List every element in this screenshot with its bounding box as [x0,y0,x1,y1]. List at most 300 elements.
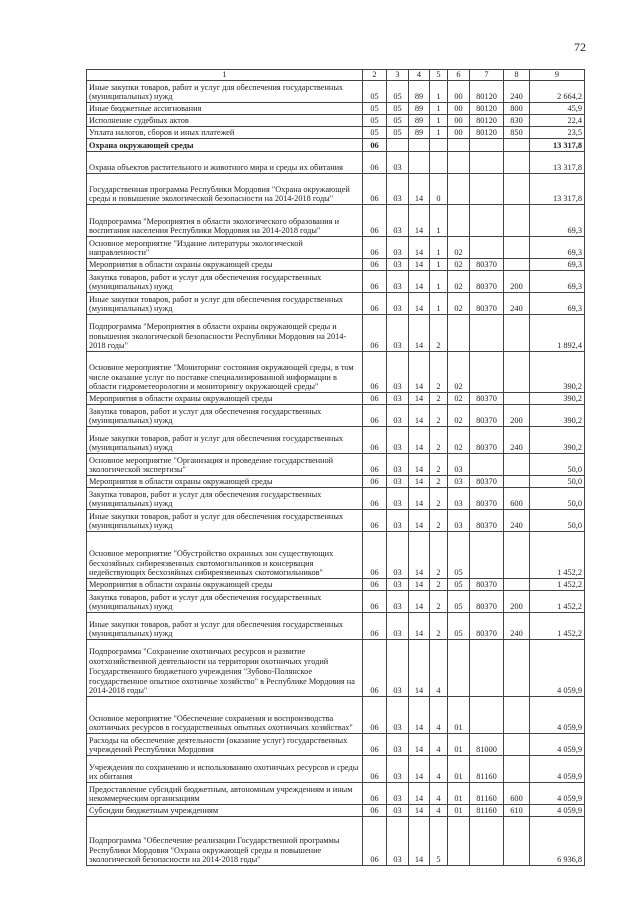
code-cell: 80370 [470,271,504,293]
code-cell [504,756,530,783]
row-name: Субсидии бюджетным учреждениям [87,805,363,817]
row-name: Закупка товаров, работ и услуг для обеспечения государственных (муниципальных) нужд [87,405,363,427]
row-amount: 2 664,2 [530,81,585,103]
row-name: Основное мероприятие "Обустройство охранных зон существующих бесхозяйных сибиреязвенных скотомогильников и консервация недействующих бесхозяйных сибиреязвенных скотомогильников" [87,532,363,579]
code-cell: 89 [409,103,430,115]
code-cell: 4 [430,805,448,817]
code-cell: 05 [387,81,409,103]
table-row [87,103,585,115]
code-cell: 06 [363,734,387,756]
code-cell: 850 [504,127,530,139]
table-row [87,259,585,271]
code-cell: 14 [409,393,430,405]
row-amount: 13 317,8 [530,174,585,205]
code-cell: 03 [387,405,409,427]
code-cell: 03 [387,488,409,510]
code-cell: 06 [363,454,387,476]
table-row [87,174,585,205]
code-cell [504,640,530,697]
code-cell: 240 [504,293,530,315]
code-cell: 1 [430,103,448,115]
row-amount: 69,3 [530,237,585,259]
row-amount: 4 059,9 [530,734,585,756]
code-cell: 14 [409,591,430,613]
code-cell: 02 [448,405,470,427]
code-cell: 02 [448,237,470,259]
code-cell: 02 [448,259,470,271]
row-amount: 22,4 [530,115,585,127]
row-name: Иные закупки товаров, работ и услуг для обеспечения государственных (муниципальных) нужд [87,427,363,454]
code-cell: 06 [363,393,387,405]
code-cell [470,454,504,476]
code-cell: 03 [448,476,470,488]
code-cell: 01 [448,697,470,734]
code-cell: 03 [387,591,409,613]
code-cell: 240 [504,427,530,454]
code-cell [504,352,530,393]
code-cell [470,315,504,352]
row-name: Закупка товаров, работ и услуг для обеспечения государственных (муниципальных) нужд [87,488,363,510]
row-name: Иные закупки товаров, работ и услуг для обеспечения государственных (муниципальных) нужд [87,613,363,640]
table-row [87,591,585,613]
code-cell: 200 [504,405,530,427]
table-row [87,613,585,640]
table-row [87,734,585,756]
code-cell: 4 [430,783,448,805]
code-cell: 0 [430,174,448,205]
code-cell: 05 [448,579,470,591]
table-row [87,640,585,697]
code-cell: 80370 [470,488,504,510]
code-cell: 14 [409,532,430,579]
row-amount: 1 892,4 [530,315,585,352]
code-cell: 1 [430,205,448,237]
row-amount: 1 452,2 [530,613,585,640]
row-name: Подпрограмма "Сохранение охотничьих ресурсов и развитие охотхозяйственной деятельности на территории охотничьих угодий Государственного бюджетного учреждения "Зубово-Полянское государственное опытное охотничье хозяйство" в Республике Мордовия на 2014-2018 годы" [87,640,363,697]
code-cell: 06 [363,532,387,579]
code-cell: 03 [448,454,470,476]
code-cell [504,817,530,866]
code-cell: 4 [430,697,448,734]
code-cell: 14 [409,476,430,488]
row-amount: 4 059,9 [530,805,585,817]
row-name: Охрана объектов растительного и животного мира и среды их обитания [87,152,363,174]
row-amount: 1 452,2 [530,532,585,579]
code-cell: 80370 [470,293,504,315]
code-cell: 200 [504,591,530,613]
code-cell: 2 [430,476,448,488]
table-row [87,756,585,783]
table-header-row [87,70,585,81]
table-row [87,81,585,103]
code-cell: 06 [363,405,387,427]
col-header: 3 [387,70,409,81]
code-cell: 600 [504,488,530,510]
code-cell: 06 [363,237,387,259]
code-cell: 06 [363,174,387,205]
row-amount: 1 452,2 [530,579,585,591]
code-cell: 14 [409,697,430,734]
code-cell: 80370 [470,427,504,454]
code-cell: 00 [448,103,470,115]
code-cell [470,352,504,393]
code-cell [504,139,530,152]
table-row [87,697,585,734]
table-row [87,115,585,127]
code-cell: 200 [504,271,530,293]
code-cell [470,532,504,579]
code-cell: 2 [430,315,448,352]
code-cell [470,640,504,697]
code-cell: 06 [363,271,387,293]
code-cell [504,697,530,734]
code-cell: 240 [504,510,530,532]
code-cell: 240 [504,81,530,103]
row-amount: 69,3 [530,205,585,237]
row-amount: 69,3 [530,271,585,293]
code-cell: 05 [363,103,387,115]
code-cell: 03 [387,476,409,488]
row-name: Подпрограмма "Мероприятия в области экологического образования и воспитания населения Республики Мордовия на 2014-2018 годы" [87,205,363,237]
code-cell: 03 [387,805,409,817]
code-cell [470,237,504,259]
code-cell [504,476,530,488]
table-row [87,293,585,315]
row-name: Предоставление субсидий бюджетным, автономным учреждениям и иным некоммерческим организациям [87,783,363,805]
row-name: Иные закупки товаров, работ и услуг для обеспечения государственных (муниципальных) нужд [87,81,363,103]
code-cell [387,139,409,152]
row-amount: 390,2 [530,352,585,393]
code-cell: 03 [387,532,409,579]
code-cell [470,139,504,152]
table-row [87,476,585,488]
code-cell: 1 [430,237,448,259]
row-name: Уплата налогов, сборов и иных платежей [87,127,363,139]
code-cell: 06 [363,697,387,734]
code-cell: 05 [363,81,387,103]
code-cell: 14 [409,734,430,756]
row-amount: 13 317,8 [530,152,585,174]
table-row [87,532,585,579]
code-cell: 03 [387,393,409,405]
code-cell: 06 [363,805,387,817]
code-cell: 80370 [470,510,504,532]
col-header: 7 [470,70,504,81]
code-cell: 2 [430,613,448,640]
code-cell [504,174,530,205]
row-amount: 6 936,8 [530,817,585,866]
code-cell: 02 [448,271,470,293]
code-cell: 14 [409,488,430,510]
code-cell: 06 [363,205,387,237]
code-cell: 1 [430,259,448,271]
code-cell: 00 [448,81,470,103]
code-cell: 1 [430,127,448,139]
row-name: Основное мероприятие "Организация и проведение государственной экологической экспертизы" [87,454,363,476]
code-cell: 00 [448,127,470,139]
code-cell: 81160 [470,756,504,783]
code-cell: 14 [409,405,430,427]
code-cell [430,152,448,174]
row-name: Мероприятия в области охраны окружающей среды [87,393,363,405]
table-row [87,805,585,817]
code-cell: 2 [430,591,448,613]
row-name: Основное мероприятие "Мониторинг состояния окружающей среды, в том числе оказание услуг по поставке специализированной информации в области гидрометеорологии и мониторингу окружающей среды" [87,352,363,393]
code-cell: 03 [387,640,409,697]
table-row [87,352,585,393]
code-cell [504,734,530,756]
table-row [87,783,585,805]
code-cell: 89 [409,81,430,103]
row-amount: 390,2 [530,405,585,427]
budget-table [86,69,585,866]
table-row [87,152,585,174]
code-cell: 06 [363,640,387,697]
code-cell: 06 [363,427,387,454]
code-cell: 2 [430,393,448,405]
code-cell [448,139,470,152]
code-cell: 14 [409,352,430,393]
code-cell: 03 [387,427,409,454]
code-cell: 80370 [470,613,504,640]
row-amount: 50,0 [530,510,585,532]
row-amount: 69,3 [530,259,585,271]
code-cell: 05 [363,115,387,127]
code-cell: 05 [448,532,470,579]
row-name: Государственная программа Республики Мордовия "Охрана окружающей среды и повышение экологической безопасности на 2014-2018 годы" [87,174,363,205]
code-cell [504,259,530,271]
code-cell [504,315,530,352]
code-cell: 03 [387,454,409,476]
code-cell: 06 [363,488,387,510]
row-name: Основное мероприятие "Обеспечение сохранения и воспроизводства охотничьих ресурсов в государственных опытных охотничьих хозяйствах" [87,697,363,734]
code-cell: 03 [387,271,409,293]
code-cell: 830 [504,115,530,127]
code-cell: 06 [363,476,387,488]
code-cell: 06 [363,510,387,532]
code-cell: 03 [387,697,409,734]
code-cell: 03 [387,237,409,259]
code-cell: 03 [448,488,470,510]
code-cell: 06 [363,315,387,352]
row-amount: 390,2 [530,393,585,405]
code-cell: 05 [448,591,470,613]
code-cell: 03 [387,783,409,805]
code-cell: 2 [430,352,448,393]
code-cell: 05 [363,127,387,139]
row-name: Иные бюджетные ассигнования [87,103,363,115]
code-cell [504,237,530,259]
row-amount: 13 317,8 [530,139,585,152]
code-cell: 03 [387,205,409,237]
row-amount: 23,5 [530,127,585,139]
code-cell [448,315,470,352]
code-cell: 06 [363,817,387,866]
code-cell: 03 [387,579,409,591]
code-cell: 2 [430,454,448,476]
code-cell: 14 [409,271,430,293]
code-cell: 03 [387,152,409,174]
table-row [87,271,585,293]
code-cell: 14 [409,510,430,532]
code-cell: 1 [430,293,448,315]
code-cell: 06 [363,259,387,271]
code-cell: 5 [430,817,448,866]
code-cell: 06 [363,152,387,174]
code-cell: 80120 [470,103,504,115]
code-cell: 81160 [470,783,504,805]
code-cell [448,640,470,697]
code-cell: 14 [409,613,430,640]
row-amount: 50,0 [530,488,585,510]
row-name: Охрана окружающей среды [87,139,363,152]
code-cell: 80370 [470,393,504,405]
code-cell: 03 [387,259,409,271]
code-cell: 03 [387,315,409,352]
row-name: Исполнение судебных актов [87,115,363,127]
table-row [87,237,585,259]
row-name: Учреждения по сохранению и использованию охотничьих ресурсов и среды их обитания [87,756,363,783]
row-amount: 390,2 [530,427,585,454]
code-cell: 4 [430,734,448,756]
code-cell: 4 [430,640,448,697]
table-row [87,315,585,352]
row-name: Мероприятия в области охраны окружающей среды [87,579,363,591]
code-cell: 2 [430,488,448,510]
col-header: 5 [430,70,448,81]
code-cell: 01 [448,805,470,817]
code-cell: 03 [387,756,409,783]
table-row [87,488,585,510]
code-cell: 03 [387,510,409,532]
code-cell: 06 [363,756,387,783]
code-cell [504,454,530,476]
code-cell: 14 [409,427,430,454]
code-cell [504,579,530,591]
code-cell: 02 [448,393,470,405]
row-name: Мероприятия в области охраны окружающей среды [87,259,363,271]
code-cell: 14 [409,756,430,783]
code-cell: 14 [409,259,430,271]
code-cell: 14 [409,293,430,315]
code-cell: 610 [504,805,530,817]
row-name: Основное мероприятие "Издание литературы экологической направленности" [87,237,363,259]
code-cell: 03 [387,174,409,205]
col-header: 4 [409,70,430,81]
table-row [87,579,585,591]
code-cell: 1 [430,81,448,103]
code-cell: 89 [409,127,430,139]
code-cell [470,205,504,237]
code-cell [504,205,530,237]
code-cell: 14 [409,805,430,817]
table-row [87,127,585,139]
row-name: Подпрограмма "Обеспечение реализации Государственной программы Республики Мордовия "Охрана окружающей среды и повышение экологической безопасности на 2014-2018 годы" [87,817,363,866]
code-cell: 1 [430,271,448,293]
code-cell: 02 [448,427,470,454]
code-cell: 1 [430,115,448,127]
code-cell: 03 [387,613,409,640]
code-cell: 14 [409,579,430,591]
code-cell: 02 [448,352,470,393]
code-cell: 03 [387,734,409,756]
page-number: 72 [574,40,586,54]
code-cell: 05 [387,127,409,139]
table-row [87,205,585,237]
col-header: 2 [363,70,387,81]
code-cell: 14 [409,454,430,476]
code-cell: 2 [430,427,448,454]
code-cell: 06 [363,579,387,591]
code-cell: 2 [430,405,448,427]
code-cell: 14 [409,817,430,866]
code-cell: 81000 [470,734,504,756]
row-name: Подпрограмма "Мероприятия в области охраны окружающей среды и повышения экологической безопасности Республики Мордовия на 2014-2018 годы" [87,315,363,352]
table-row [87,817,585,866]
code-cell: 80370 [470,405,504,427]
row-amount: 4 059,9 [530,783,585,805]
code-cell [470,817,504,866]
row-amount: 4 059,9 [530,640,585,697]
row-name: Расходы на обеспечение деятельности (оказание услуг) государственных учреждений Республики Мордовия [87,734,363,756]
code-cell: 14 [409,783,430,805]
col-header: 8 [504,70,530,81]
col-header: 9 [530,70,585,81]
code-cell [470,697,504,734]
code-cell [448,817,470,866]
table-row [87,510,585,532]
code-cell: 05 [387,115,409,127]
row-amount: 45,9 [530,103,585,115]
code-cell: 80370 [470,591,504,613]
table-row [87,405,585,427]
code-cell [409,152,430,174]
code-cell: 80370 [470,476,504,488]
code-cell: 03 [448,510,470,532]
code-cell [504,532,530,579]
table-row [87,427,585,454]
code-cell: 80120 [470,81,504,103]
code-cell [430,139,448,152]
code-cell: 800 [504,103,530,115]
row-amount: 4 059,9 [530,697,585,734]
code-cell: 4 [430,756,448,783]
code-cell: 600 [504,783,530,805]
row-name: Иные закупки товаров, работ и услуг для обеспечения государственных (муниципальных) нужд [87,510,363,532]
table-row [87,393,585,405]
row-name: Закупка товаров, работ и услуг для обеспечения государственных (муниципальных) нужд [87,591,363,613]
row-amount: 4 059,9 [530,756,585,783]
code-cell [470,152,504,174]
code-cell: 03 [387,293,409,315]
code-cell [504,152,530,174]
code-cell [504,393,530,405]
code-cell: 14 [409,315,430,352]
code-cell: 06 [363,139,387,152]
code-cell [448,152,470,174]
code-cell: 14 [409,640,430,697]
row-name: Мероприятия в области охраны окружающей среды [87,476,363,488]
row-name: Закупка товаров, работ и услуг для обеспечения государственных (муниципальных) нужд [87,271,363,293]
code-cell: 2 [430,532,448,579]
code-cell: 2 [430,510,448,532]
code-cell: 05 [387,103,409,115]
code-cell: 14 [409,174,430,205]
code-cell: 80120 [470,127,504,139]
code-cell [470,174,504,205]
code-cell: 03 [387,352,409,393]
row-name: Иные закупки товаров, работ и услуг для обеспечения государственных (муниципальных) нужд [87,293,363,315]
